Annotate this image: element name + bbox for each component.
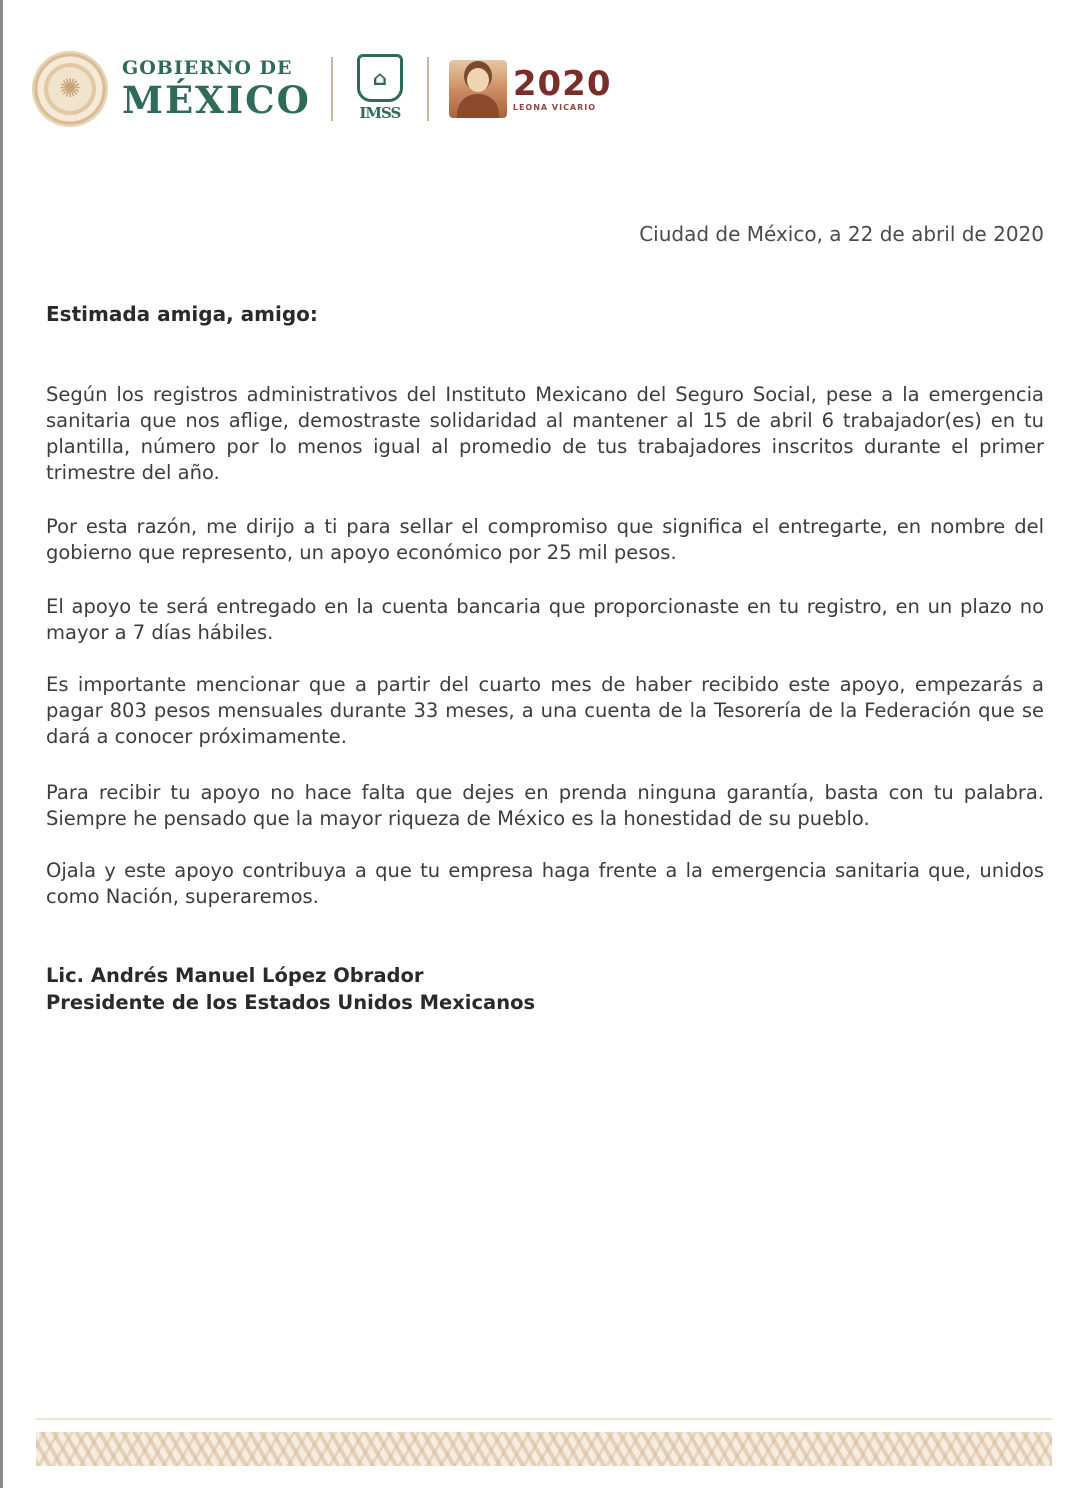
footer-ornament (36, 1432, 1052, 1466)
paragraph-2: Por esta razón, me dirijo a ti para sellar el compromiso que significa el entregarte, en nombre del gobierno que represento, un apoyo económico por 25 mil pesos. (46, 515, 1044, 564)
gobierno-logo (122, 57, 311, 122)
paragraph-3: El apoyo te será entregado en la cuenta bancaria que proporcionaste en tu registro, en un plazo no mayor a 7 días hábiles. (46, 595, 1044, 644)
imss-emblem-icon: ⌂ (357, 54, 403, 102)
coat-of-arms-icon: ✺ (32, 51, 108, 127)
imss-label: IMSS (359, 104, 401, 122)
paragraph-4: Es importante mencionar que a partir del cuarto mes de haber recibido este apoyo, empezarás a pagar 803 pesos mensuales durante 33 meses, a una cuenta de la Tesorería de la Federación que se dará a conocer próximamente. (46, 673, 1044, 748)
letter-date: Ciudad de México, a 22 de abril de 2020 (639, 222, 1044, 246)
leona-vicario-logo (449, 60, 612, 118)
portrait-icon (449, 60, 507, 118)
header-divider-2 (427, 57, 429, 121)
leona-year: 2020 (512, 63, 612, 104)
leona-name: LEONA VICARIO (512, 102, 597, 112)
paragraph-1: Según los registros administrativos del Instituto Mexicano del Seguro Social, pese a la emergencia sanitaria que nos aflige, demostraste solidaridad al mantener al 15 de abril 6 trabajador(es) en tu plantilla, número por lo menos igual al promedio de tus trabajadores inscritos durante el primer trimestre del año. (46, 383, 1044, 484)
page-edge (0, 0, 3, 1488)
signature-name: Lic. Andrés Manuel López Obrador (46, 964, 424, 987)
gobierno-line2: MÉXICO (122, 78, 311, 122)
header-divider (331, 57, 333, 121)
letterhead (32, 46, 612, 132)
paragraph-5: Para recibir tu apoyo no hace falta que dejes en prenda ninguna garantía, basta con tu palabra. Siempre he pensado que la mayor riqueza de México es la honestidad de su pueblo. (46, 781, 1044, 830)
letter-greeting: Estimada amiga, amigo: (46, 302, 318, 326)
paragraph-6: Ojala y este apoyo contribuya a que tu empresa haga frente a la emergencia sanitaria que, unidos como Nación, superaremos. (46, 859, 1044, 908)
leona-text (512, 63, 612, 112)
gobierno-line1: GOBIERNO DE (122, 57, 293, 79)
footer-rule (36, 1418, 1052, 1420)
imss-logo (353, 54, 407, 124)
signature-block (46, 962, 535, 1016)
signature-title: Presidente de los Estados Unidos Mexicanos (46, 991, 536, 1014)
